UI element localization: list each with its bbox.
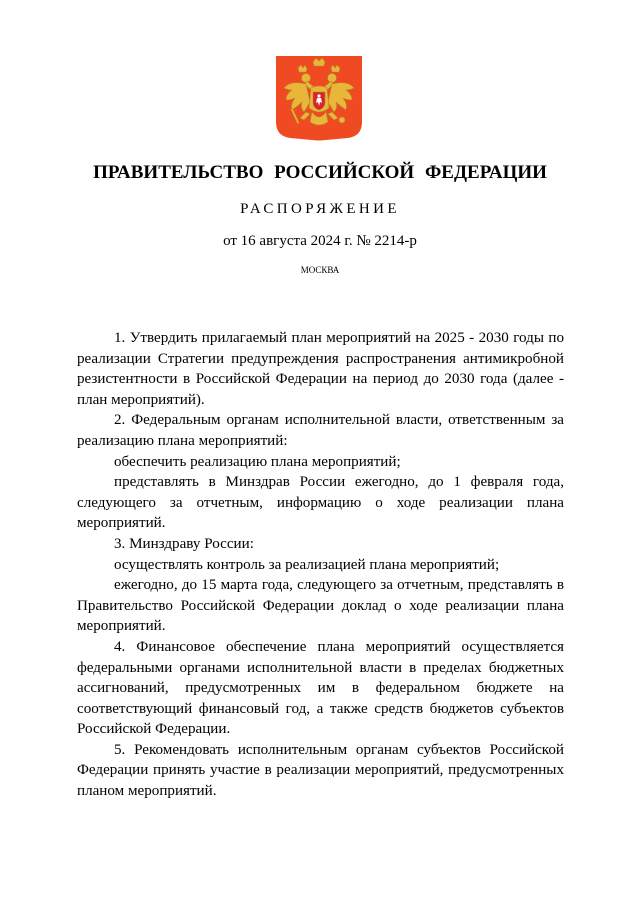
paragraph-3: 3. Минздраву России: [114, 535, 254, 552]
paragraph-5: 5. Рекомендовать исполнительным органам субъектов Российской Федерации принять участие в реализации мероприятий, предусмотренных планом мероприятий. [77, 741, 564, 800]
paragraph-1: 1. Утвердить прилагаемый план мероприятий на 2025 - 2030 годы по реализации Стратегии предупреждения распространения антимикробной резистентности в Российской Федерации на период до 2030 года (далее - план мероприятий). [77, 330, 564, 408]
document-city: МОСКВА [300, 265, 340, 275]
paragraph-3-item-2: ежегодно, до 15 марта года, следующего за отчетным, представлять в Правительство Российской Федерации доклад о ходе реализации плана мероприятий. [77, 577, 564, 635]
paragraph-2-item-1: обеспечить реализацию плана мероприятий; [114, 453, 401, 470]
coat-of-arms-icon [276, 56, 362, 142]
paragraph-2: 2. Федеральным органам исполнительной власти, ответственным за реализацию плана мероприятий: [77, 412, 564, 449]
document-body [77, 328, 564, 802]
organization-title: ПРАВИТЕЛЬСТВО РОССИЙСКОЙ ФЕДЕРАЦИИ [93, 162, 547, 183]
document-date-number: от 16 августа 2024 г. № 2214-р [223, 233, 417, 249]
paragraph-4: 4. Финансовое обеспечение плана мероприятий осуществляется федеральными органами исполнительной власти в пределах бюджетных ассигнований, предусмотренных им в федеральном бюджете на соответствующий финансовый год, а также средств бюджетов субъектов Российской Федерации. [77, 638, 564, 738]
paragraph-2-item-2: представлять в Минздрав России ежегодно, до 1 февраля года, следующего за отчетным, информацию о ходе реализации плана мероприятий. [77, 474, 564, 532]
document-type: РАСПОРЯЖЕНИЕ [240, 201, 400, 217]
paragraph-3-item-1: осуществлять контроль за реализацией плана мероприятий; [114, 556, 500, 573]
